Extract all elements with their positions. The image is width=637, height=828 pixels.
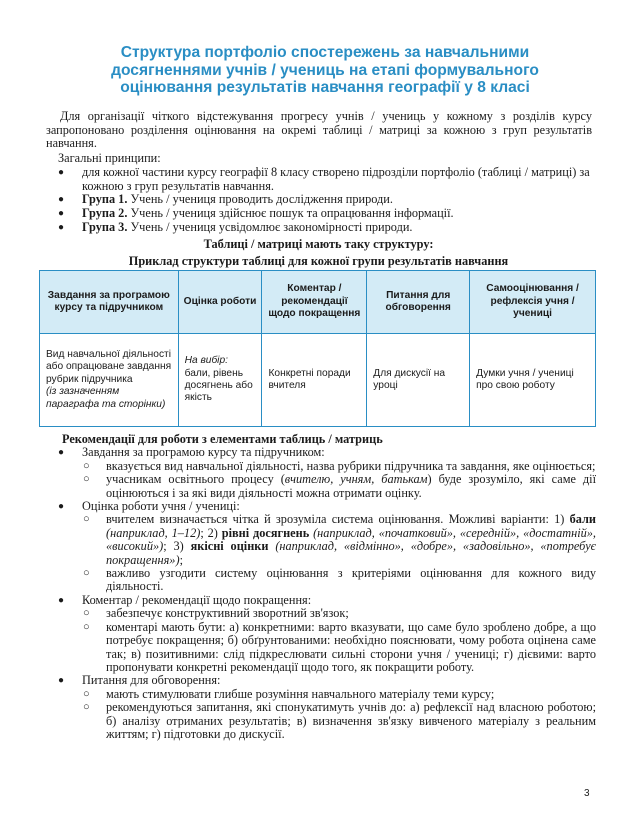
text-run: рівні досягнень (221, 525, 310, 540)
text-run: бали (569, 512, 596, 527)
text-run: якісні оцінки (190, 539, 269, 554)
sub-list (82, 460, 596, 500)
page-title (60, 44, 590, 97)
table-header-row (40, 271, 596, 334)
list-item (56, 500, 596, 594)
list-item (56, 446, 596, 500)
group-label: Група 1. (82, 192, 128, 207)
list-item-label: Оцінка роботи учня / учениці: (82, 499, 240, 514)
recommendations-list (56, 446, 596, 741)
table-row (40, 334, 596, 427)
column-header: Завдання за програмою курсу та підручником (40, 271, 179, 334)
list-item (56, 221, 596, 235)
recommendations-section (56, 433, 596, 741)
cell-note: На вибір: (184, 355, 228, 367)
sub-list-item (82, 513, 596, 567)
list-item-label: Завдання за програмою курсу та підручником: (82, 445, 325, 460)
group-text: Учень / учениця проводить дослідження природи. (127, 192, 393, 207)
structure-table-wrapper (39, 270, 596, 427)
page-number: 3 (584, 788, 590, 799)
sub-list (82, 513, 596, 593)
list-item-label: Коментар / рекомендації щодо покращення: (82, 592, 312, 607)
sub-list-item: ○ вказується вид навчальної діяльності, назва рубрики підручника та завдання, яке оцінюється; (82, 460, 596, 473)
list-item (56, 207, 596, 221)
text-run: ; 2) (200, 525, 222, 540)
sub-list (82, 688, 596, 742)
column-header: Самооцінювання / рефлексія учня / учениці (470, 271, 596, 334)
column-header: Оцінка роботи (178, 271, 262, 334)
column-header: Коментар / рекомендації щодо покращення (262, 271, 367, 334)
title-line-1: Структура портфоліо спостережень за навчальними (120, 44, 530, 61)
intro-paragraph: Для організації чіткого відстежування прогресу учнів / учениць у кожному з розділів курсу запропоновано розділення оцінювання на окремі таблиці / матриці за кожною з груп результатів навчання. (46, 109, 592, 151)
table-cell (40, 334, 179, 427)
title-line-3: оцінювання результатів навчання географії у 8 класі (120, 79, 530, 97)
cell-text: Вид навчальної діяльності або опрацюване завдання рубрик підручника (46, 348, 172, 385)
cell-note: (із зазначенням параграфа та сторінки) (46, 386, 166, 410)
sub-list-item (82, 473, 596, 500)
list-item-text: для кожної частини курсу географії 8 класу створено підрозділи портфоліо (таблиці / матриці) за кожною з груп результатів навчання. (82, 165, 590, 193)
general-principles-list (56, 166, 596, 235)
text-run: ; 3) (163, 539, 191, 554)
text-run: (наприклад, «початковий», «середній», «достатній», «високий») (106, 525, 596, 554)
cell-text: бали, рівень досягнень або якість (184, 367, 253, 404)
list-item (56, 166, 596, 193)
group-text: Учень / учениця здійснює пошук та опрацювання інформації. (127, 206, 454, 221)
group-label: Група 3. (82, 219, 128, 234)
table-cell: Думки учня / учениці про свою роботу (470, 334, 596, 427)
structure-table (39, 270, 596, 427)
text-run: (наприклад, «відмінно», «добре», «задовільно», «потребує покращення») (106, 539, 597, 567)
text-run: вчителю, учням, батькам (284, 472, 428, 487)
list-item (56, 193, 596, 207)
sub-list (82, 607, 596, 674)
title-line-2: досягненнями учнів / учениць на етапі формувального (111, 61, 539, 79)
table-cell (178, 334, 262, 427)
text-run: ; (179, 552, 183, 567)
sub-list-item: ○ рекомендуються запитання, які спонукатимуть учнів до: а) рефлексії над власною роботою; б) аналізу отриманих результатів; в) визначення зв'язку вивченого матеріалу з реальним життям; г) підготовки до дискусії. (82, 701, 596, 741)
general-principles-heading: Загальні принципи: (58, 151, 161, 165)
list-item (56, 674, 596, 741)
column-header: Питання для обговорення (367, 271, 470, 334)
recommendations-heading: Рекомендації для роботи з елементами таблиць / матриць (62, 432, 383, 446)
text-run: учасникам освітнього процесу ( (106, 472, 285, 487)
table-cell: Конкретні поради вчителя (262, 334, 367, 427)
example-heading: Приклад структури таблиці для кожної групи результатів навчання (128, 254, 509, 268)
sub-list-item: ○ коментарі мають бути: а) конкретними: варто вказувати, що саме було зроблено добре, а що потребує покращення; б) обґрунтованими: необхідно пояснювати, чому робота оцінена саме так; в) позитивними: слід підкреслювати сильні сторони учня / учениці; г) дієвими: варто пропонувати конкретні рекомендації щодо того, як покращити роботу. (82, 621, 596, 675)
sub-list-item: ○ забезпечує конструктивний зворотний зв'язок; (82, 607, 596, 620)
sub-list-item: ○ мають стимулювати глибше розуміння навчального матеріалу теми курсу; (82, 688, 596, 701)
sub-list-item: ○ важливо узгодити систему оцінювання з критеріями оцінювання для кожного виду діяльності. (82, 567, 596, 594)
structure-heading: Таблиці / матриці мають таку структуру: (203, 237, 434, 251)
group-text: Учень / учениця усвідомлює закономірності природи. (127, 219, 413, 234)
list-item-label: Питання для обговорення: (82, 673, 221, 688)
text-run: вчителем визначається чітка й зрозуміла система оцінювання. Можливі варіанти: 1) (106, 512, 570, 527)
list-item (56, 594, 596, 674)
table-cell: Для дискусії на уроці (367, 334, 470, 427)
group-label: Група 2. (82, 206, 128, 221)
text-run: (наприклад, 1–12) (106, 525, 201, 540)
text-run: ) буде зрозуміло, які саме дії оцінюються і за які види діяльності можна отримати оцінку. (106, 472, 596, 500)
